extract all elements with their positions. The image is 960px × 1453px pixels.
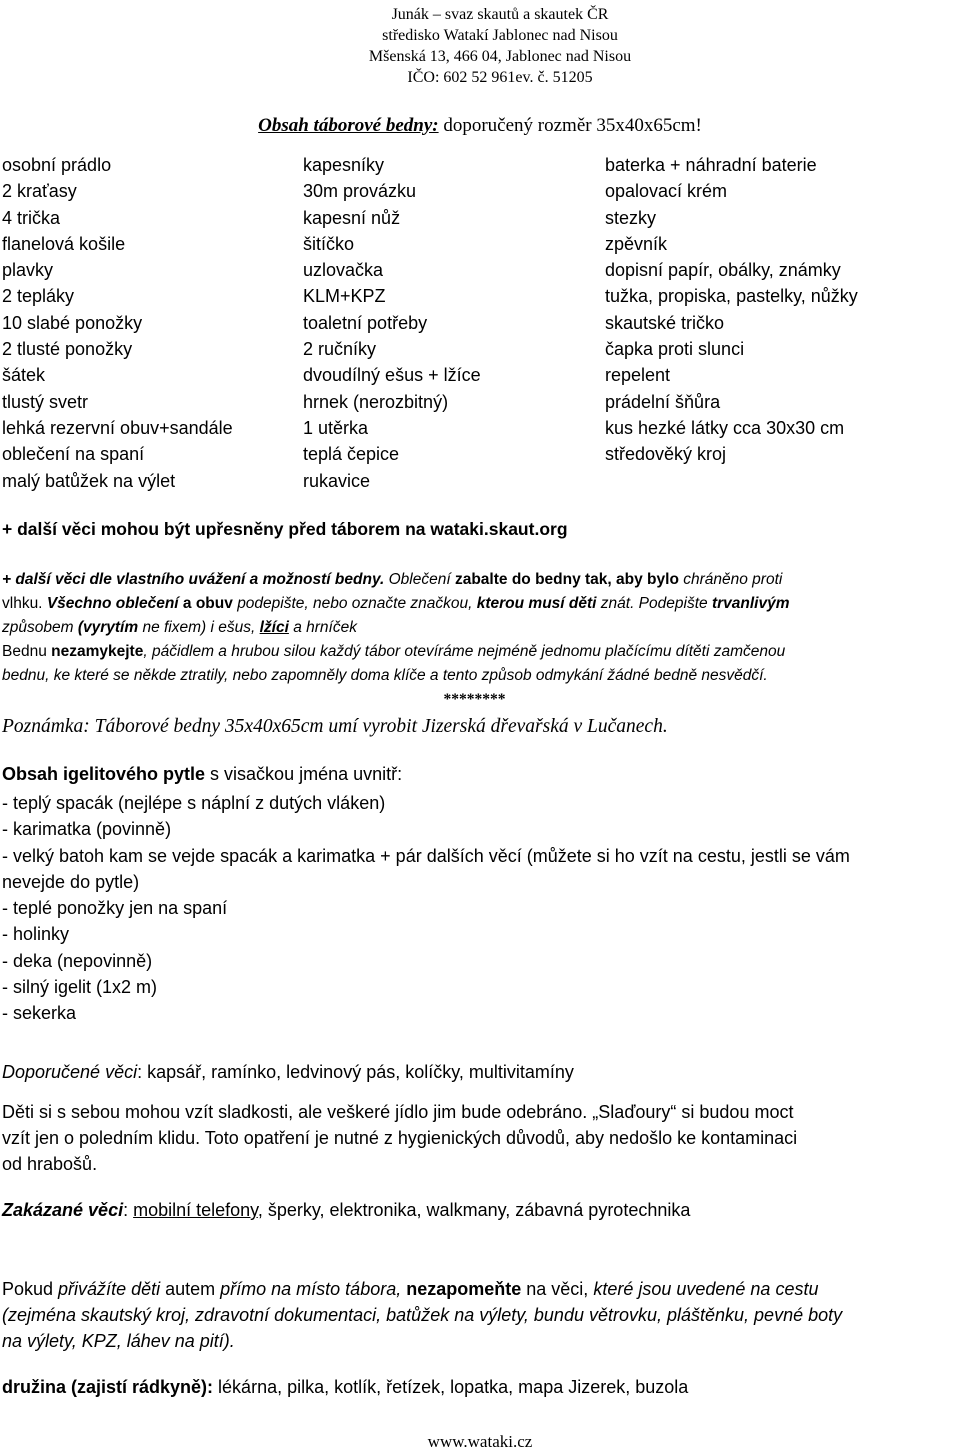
page-title	[0, 114, 960, 138]
bag-heading-bold: Obsah igelitového pytle	[2, 764, 206, 784]
recommended-things	[2, 1062, 574, 1083]
gear-item: 2 ručníky	[303, 339, 377, 360]
clothing-item: tlustý svetr	[2, 391, 89, 412]
note-o: lžíci	[259, 619, 289, 636]
misc-item: dopisní papír, obálky, známky	[605, 260, 841, 281]
bag-item: - teplé ponožky jen na spaní	[2, 898, 228, 919]
car-c: autem	[160, 1279, 221, 1299]
sweets-paragraph	[2, 1099, 947, 1177]
misc-item: stezky	[605, 207, 657, 228]
car-g: které jsou uvedené na cestu	[593, 1279, 819, 1299]
note-s: , páčidlem a hrubou silou každý tábor otevíráme nejméně jednomu plačícímu dítěti zamčenou	[143, 643, 786, 660]
note-c: zabalte do bedny tak, aby bylo	[454, 571, 679, 588]
clothing-item: 2 tepláky	[2, 286, 75, 307]
clothing-item: osobní prádlo	[2, 155, 112, 175]
bag-item: - holinky	[2, 924, 70, 945]
note-j: znát. Podepište	[596, 595, 712, 612]
bag-item: - karimatka (povinně)	[2, 819, 172, 840]
gear-item: rukavice	[303, 470, 371, 491]
car-e: nezapomeňte	[401, 1279, 522, 1299]
forbidden-label: Zakázané věci	[2, 1200, 124, 1220]
note-k: trvanlivým	[711, 595, 790, 612]
note-d: chráněno proti	[678, 571, 783, 588]
patrol-equipment	[2, 1377, 688, 1398]
patrol-label: družina (zajistí rádkyně):	[2, 1377, 214, 1397]
clothing-item: malý batůžek na výlet	[2, 470, 176, 491]
gear-item: 30m provázku	[303, 181, 417, 202]
sweets-line-2: vzít jen o poledním klidu. Toto opatření je nutné z hygienických důvodů, aby nedošlo ke kontaminaci	[2, 1128, 798, 1148]
note-t: bednu, ke které se někde ztratily, nebo zapomněly doma klíče a tento způsob odmykání žádné bedně nesvědčí.	[2, 667, 768, 684]
bag-item: - teplý spacák (nejlépe s náplní z dutých vláken)	[2, 793, 386, 813]
sweets-line-1: Děti si s sebou mohou vzít sladkosti, ale veškeré jídlo jim bude odebráno. „Slaďoury“ si budou moct	[2, 1102, 794, 1122]
gear-item: KLM+KPZ	[303, 286, 386, 307]
org-ico: IČO: 602 52 961ev. č. 51205	[407, 69, 593, 86]
recommended-label: Doporučené věci	[2, 1062, 138, 1082]
note-p: a hrníček	[288, 619, 357, 636]
bag-items-list	[2, 790, 957, 1027]
gear-item: toaletní potřeby	[303, 312, 428, 333]
note-crates: Poznámka: Táborové bedny 35x40x65cm umí vyrobit Jizerská dřevařská v Lučanech.	[2, 716, 668, 737]
car-f: na věci,	[521, 1279, 594, 1299]
clothing-item: šátek	[2, 365, 46, 386]
bag-item: nevejde do pytle)	[2, 871, 140, 892]
more-things-note: + další věci mohou být upřesněny před táborem na wataki.skaut.org	[2, 519, 568, 539]
car-i: na výlety, KPZ, láhev na pití).	[2, 1331, 235, 1351]
car-b: přivážíte děti	[58, 1279, 161, 1299]
note-l: způsobem	[2, 619, 78, 636]
misc-item: kus hezké látky cca 30x30 cm	[605, 417, 845, 438]
note-f: Všechno oblečení	[46, 595, 179, 612]
clothing-item: oblečení na spaní	[2, 444, 145, 465]
bag-item: - silný igelit (1x2 m)	[2, 977, 158, 998]
misc-item: skautské tričko	[605, 312, 725, 333]
misc-item: prádelní šňůra	[605, 391, 721, 412]
misc-item: zpěvník	[605, 233, 668, 254]
note-g: a obuv	[178, 595, 238, 612]
note-m: (vyrytím	[77, 619, 139, 636]
misc-item: středověký kroj	[605, 444, 727, 465]
separator-stars: ********	[443, 691, 506, 708]
clothing-item: 2 tlusté ponožky	[2, 339, 133, 360]
clothing-item: 10 slabé ponožky	[2, 312, 143, 333]
patrol-rest: lékárna, pilka, kotlík, řetízek, lopatka, mapa Jizerek, buzola	[213, 1377, 689, 1397]
packing-instructions	[2, 568, 947, 712]
sweets-line-3: od hrabošů.	[2, 1154, 98, 1174]
clothing-item: flanelová košile	[2, 233, 126, 254]
note-i: kterou musí děti	[476, 595, 597, 612]
clothing-item: lehká rezervní obuv+sandále	[2, 417, 233, 438]
gear-item: kapesní nůž	[303, 207, 401, 228]
title-rest: doporučený rozměr 35x40x65cm!	[438, 115, 702, 136]
misc-item: repelent	[605, 365, 671, 386]
org-unit: středisko Watakí Jablonec nad Nisou	[382, 27, 618, 44]
bag-heading-rest: s visačkou jména uvnitř:	[205, 764, 403, 784]
clothing-item: 2 kraťasy	[2, 181, 77, 202]
bag-heading	[2, 764, 402, 785]
note-r: nezamykejte	[51, 643, 144, 660]
gear-item: teplá čepice	[303, 444, 400, 465]
car-d: přímo na místo tábora,	[220, 1279, 402, 1299]
gear-item: kapesníky	[303, 155, 385, 175]
forbidden-things	[2, 1200, 690, 1221]
org-name: Junák – svaz skautů a skautek ČR	[391, 6, 609, 23]
org-address: Mšenská 13, 466 04, Jablonec nad Nisou	[368, 48, 632, 65]
bag-item: - sekerka	[2, 1003, 77, 1024]
car-arrival-paragraph	[2, 1276, 947, 1354]
note-q: Bednu	[2, 643, 52, 660]
organization-header	[0, 4, 960, 88]
forbidden-rest: , šperky, elektronika, walkmany, zábavná pyrotechnika	[257, 1200, 691, 1220]
note-n: ne fixem) i ešus,	[138, 619, 260, 636]
column-gear	[303, 152, 481, 494]
note-e: vlhku.	[2, 595, 47, 612]
column-misc	[605, 152, 858, 468]
gear-item: dvoudílný ešus + lžíce	[303, 365, 481, 386]
note-h: podepište, nebo označte značkou,	[237, 595, 477, 612]
misc-item: čapka proti slunci	[605, 339, 745, 360]
car-a: Pokud	[2, 1279, 59, 1299]
gear-item: uzlovačka	[303, 260, 384, 281]
gear-item: hrnek (nerozbitný)	[303, 391, 449, 412]
misc-item: baterka + náhradní baterie	[605, 155, 817, 175]
bag-item: - velký batoh kam se vejde spacák a karimatka + pár dalších věcí (můžete si ho vzít na cestu, jestli se vám	[2, 845, 850, 866]
misc-item: opalovací krém	[605, 181, 728, 202]
forbidden-phone: mobilní telefony	[133, 1200, 258, 1220]
note-b: Oblečení	[384, 571, 455, 588]
column-clothing	[2, 152, 233, 494]
gear-item: šitíčko	[303, 233, 355, 254]
misc-item: tužka, propiska, pastelky, nůžky	[605, 286, 858, 307]
gear-item: 1 utěrka	[303, 417, 369, 438]
title-main: Obsah táborové bedny:	[258, 115, 439, 136]
forbidden-colon: :	[123, 1200, 134, 1220]
recommended-rest: : kapsář, ramínko, ledvinový pás, kolíčky, multivitamíny	[137, 1062, 574, 1082]
footer-website: www.wataki.cz	[427, 1432, 533, 1451]
clothing-item: plavky	[2, 260, 54, 281]
bag-item: - deka (nepovinně)	[2, 950, 153, 971]
note-a: + další věci dle vlastního uvážení a možností bedny.	[2, 571, 385, 588]
car-h: (zejména skautský kroj, zdravotní dokumentaci, batůžek na výlety, bundu větrovku, pláštěnku, pevné boty	[2, 1305, 843, 1325]
clothing-item: 4 trička	[2, 207, 61, 228]
